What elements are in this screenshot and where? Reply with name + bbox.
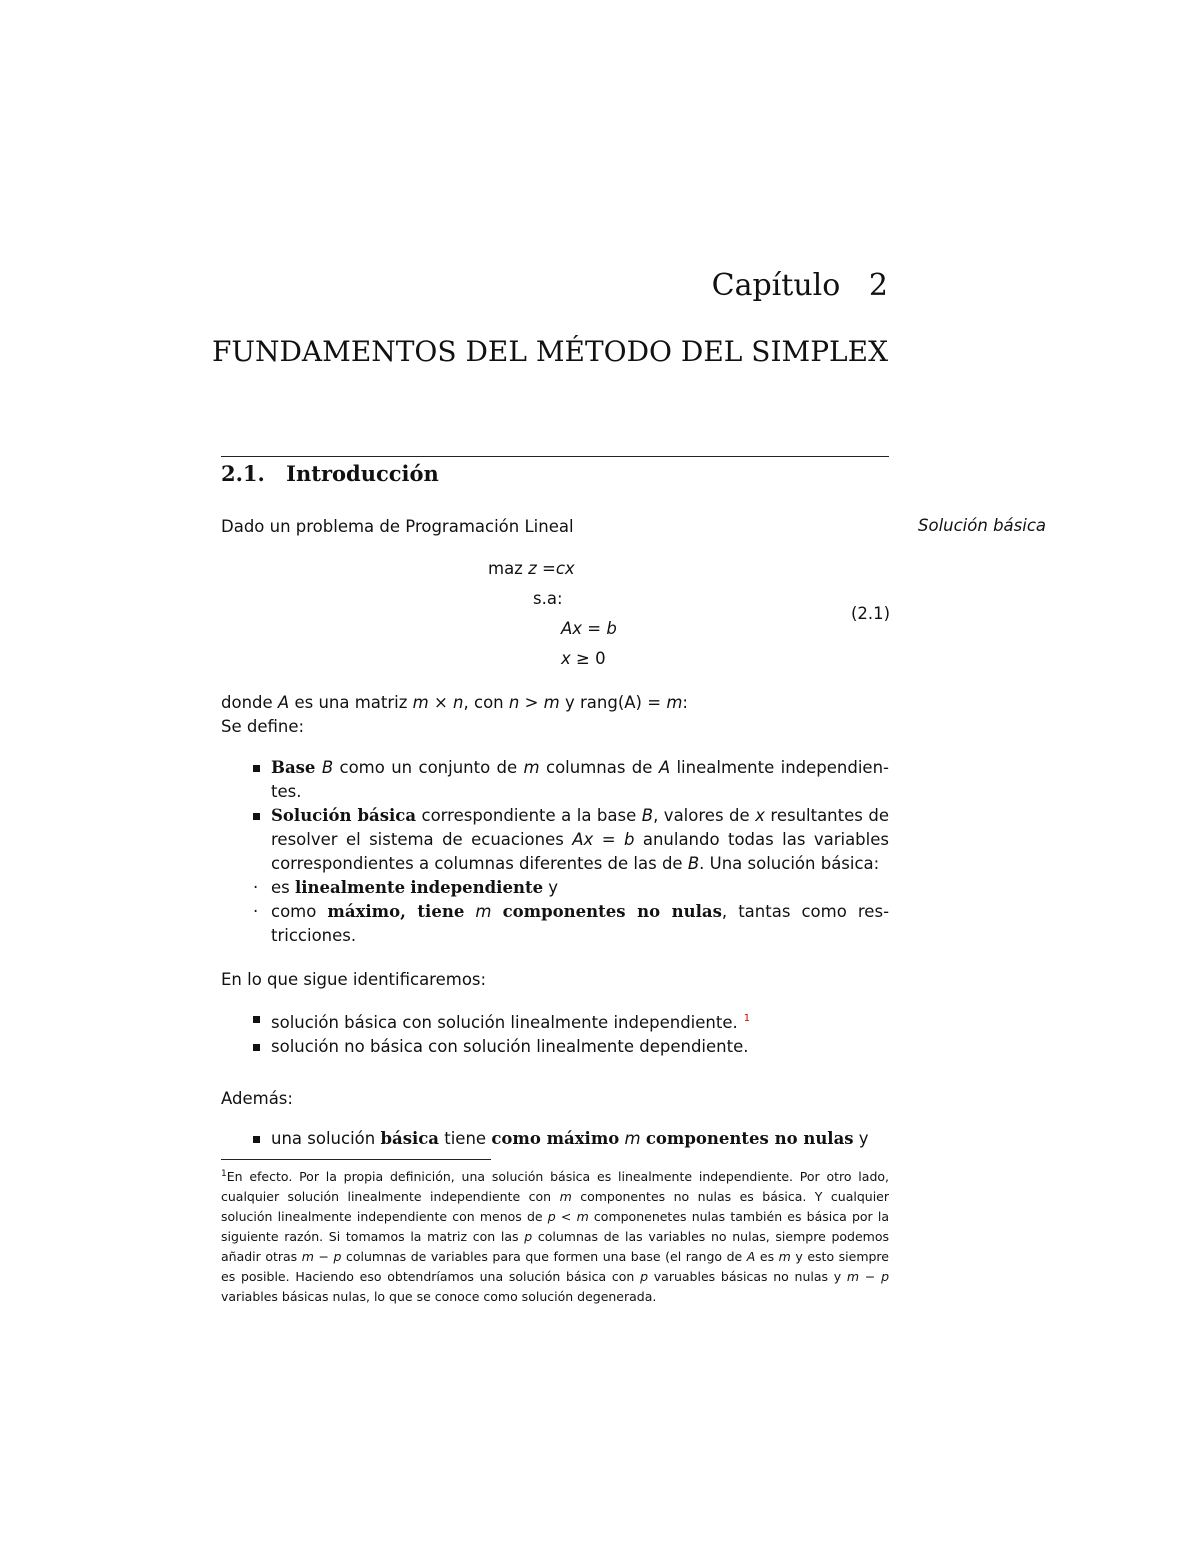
equation-line-1: maz z =cx [488,559,575,578]
section-heading [221,461,439,486]
chapter-label: Capítulo 2 [711,268,888,303]
ademas-list [221,1127,889,1151]
definition-basic-solution: Solución básica correspondiente a la base B, valores de x resultantes de resolver el sistema de ecuaciones Ax = b anulando todas las variables correspondientes a columnas diferentes de las de B. Una solución básica: · es linealmente independiente y · como máximo, tiene m componentes no nulas, tantas como restricciones. [221,804,889,948]
chapter-title: FUNDAMENTOS DEL MÉTODO DEL SIMPLEX [211,335,888,368]
se-define: Se define: [221,717,305,736]
where-line: donde A es una matriz m × n, con n > m y rang(A) = m: [221,693,688,712]
ademas-label: Además: [221,1089,293,1108]
footnote-rule [221,1159,491,1160]
margin-note: Solución básica [918,516,1047,535]
identify-list [221,1007,889,1059]
equation-line-4: x ≥ 0 [561,649,606,668]
sub-item: · como máximo, tiene m componentes no nulas, tantas como restricciones. [221,900,889,948]
footnote-mark[interactable]: 1 [743,1013,751,1024]
section-number: 2.1. [221,461,265,486]
sub-item: · es linealmente independiente y [221,876,889,900]
identify-intro: En lo que sigue identificaremos: [221,970,487,989]
section-title: Introducción [286,461,439,486]
identify-item: solución no básica con solución linealmente dependiente. [221,1035,889,1059]
section-rule [221,456,889,457]
footnote: $^1$En efecto. Por la propia definición, una solución básica es linealmente independiente. Por otro lado, cualquier solución linealmente independiente con m componentes no nulas es básica. Y cualquier solución linealmente independiente con menos de p < m componenetes nulas también es básica por la siguiente razón. Si tomamos la matriz con las p columnas de las variables no nulas, siempre podemos añadir otras m − p columnas de variables para que formen una base (el rango de A es m y esto siempre es posible. Haciendo eso obtendríamos una solución básica con p varuables básicas no nulas y m − p variables básicas nulas, lo que se conoce como solución degenerada. [221,1169,889,1305]
footnote-number: 1 [221,1169,227,1179]
definitions-list [221,756,889,948]
equation-number: (2.1) [851,604,891,623]
ademas-item: una solución básica tiene como máximo m componentes no nulas y [221,1127,889,1151]
equation-line-3: Ax = b [561,619,617,638]
intro-text: Dado un problema de Programación Lineal [221,517,574,536]
definition-base: Base B como un conjunto de m columnas de A linealmente independientes. [221,756,889,804]
equation-line-2: s.a: [533,589,563,608]
identify-item: solución básica con solución linealmente independiente. $^1$ [221,1007,889,1035]
